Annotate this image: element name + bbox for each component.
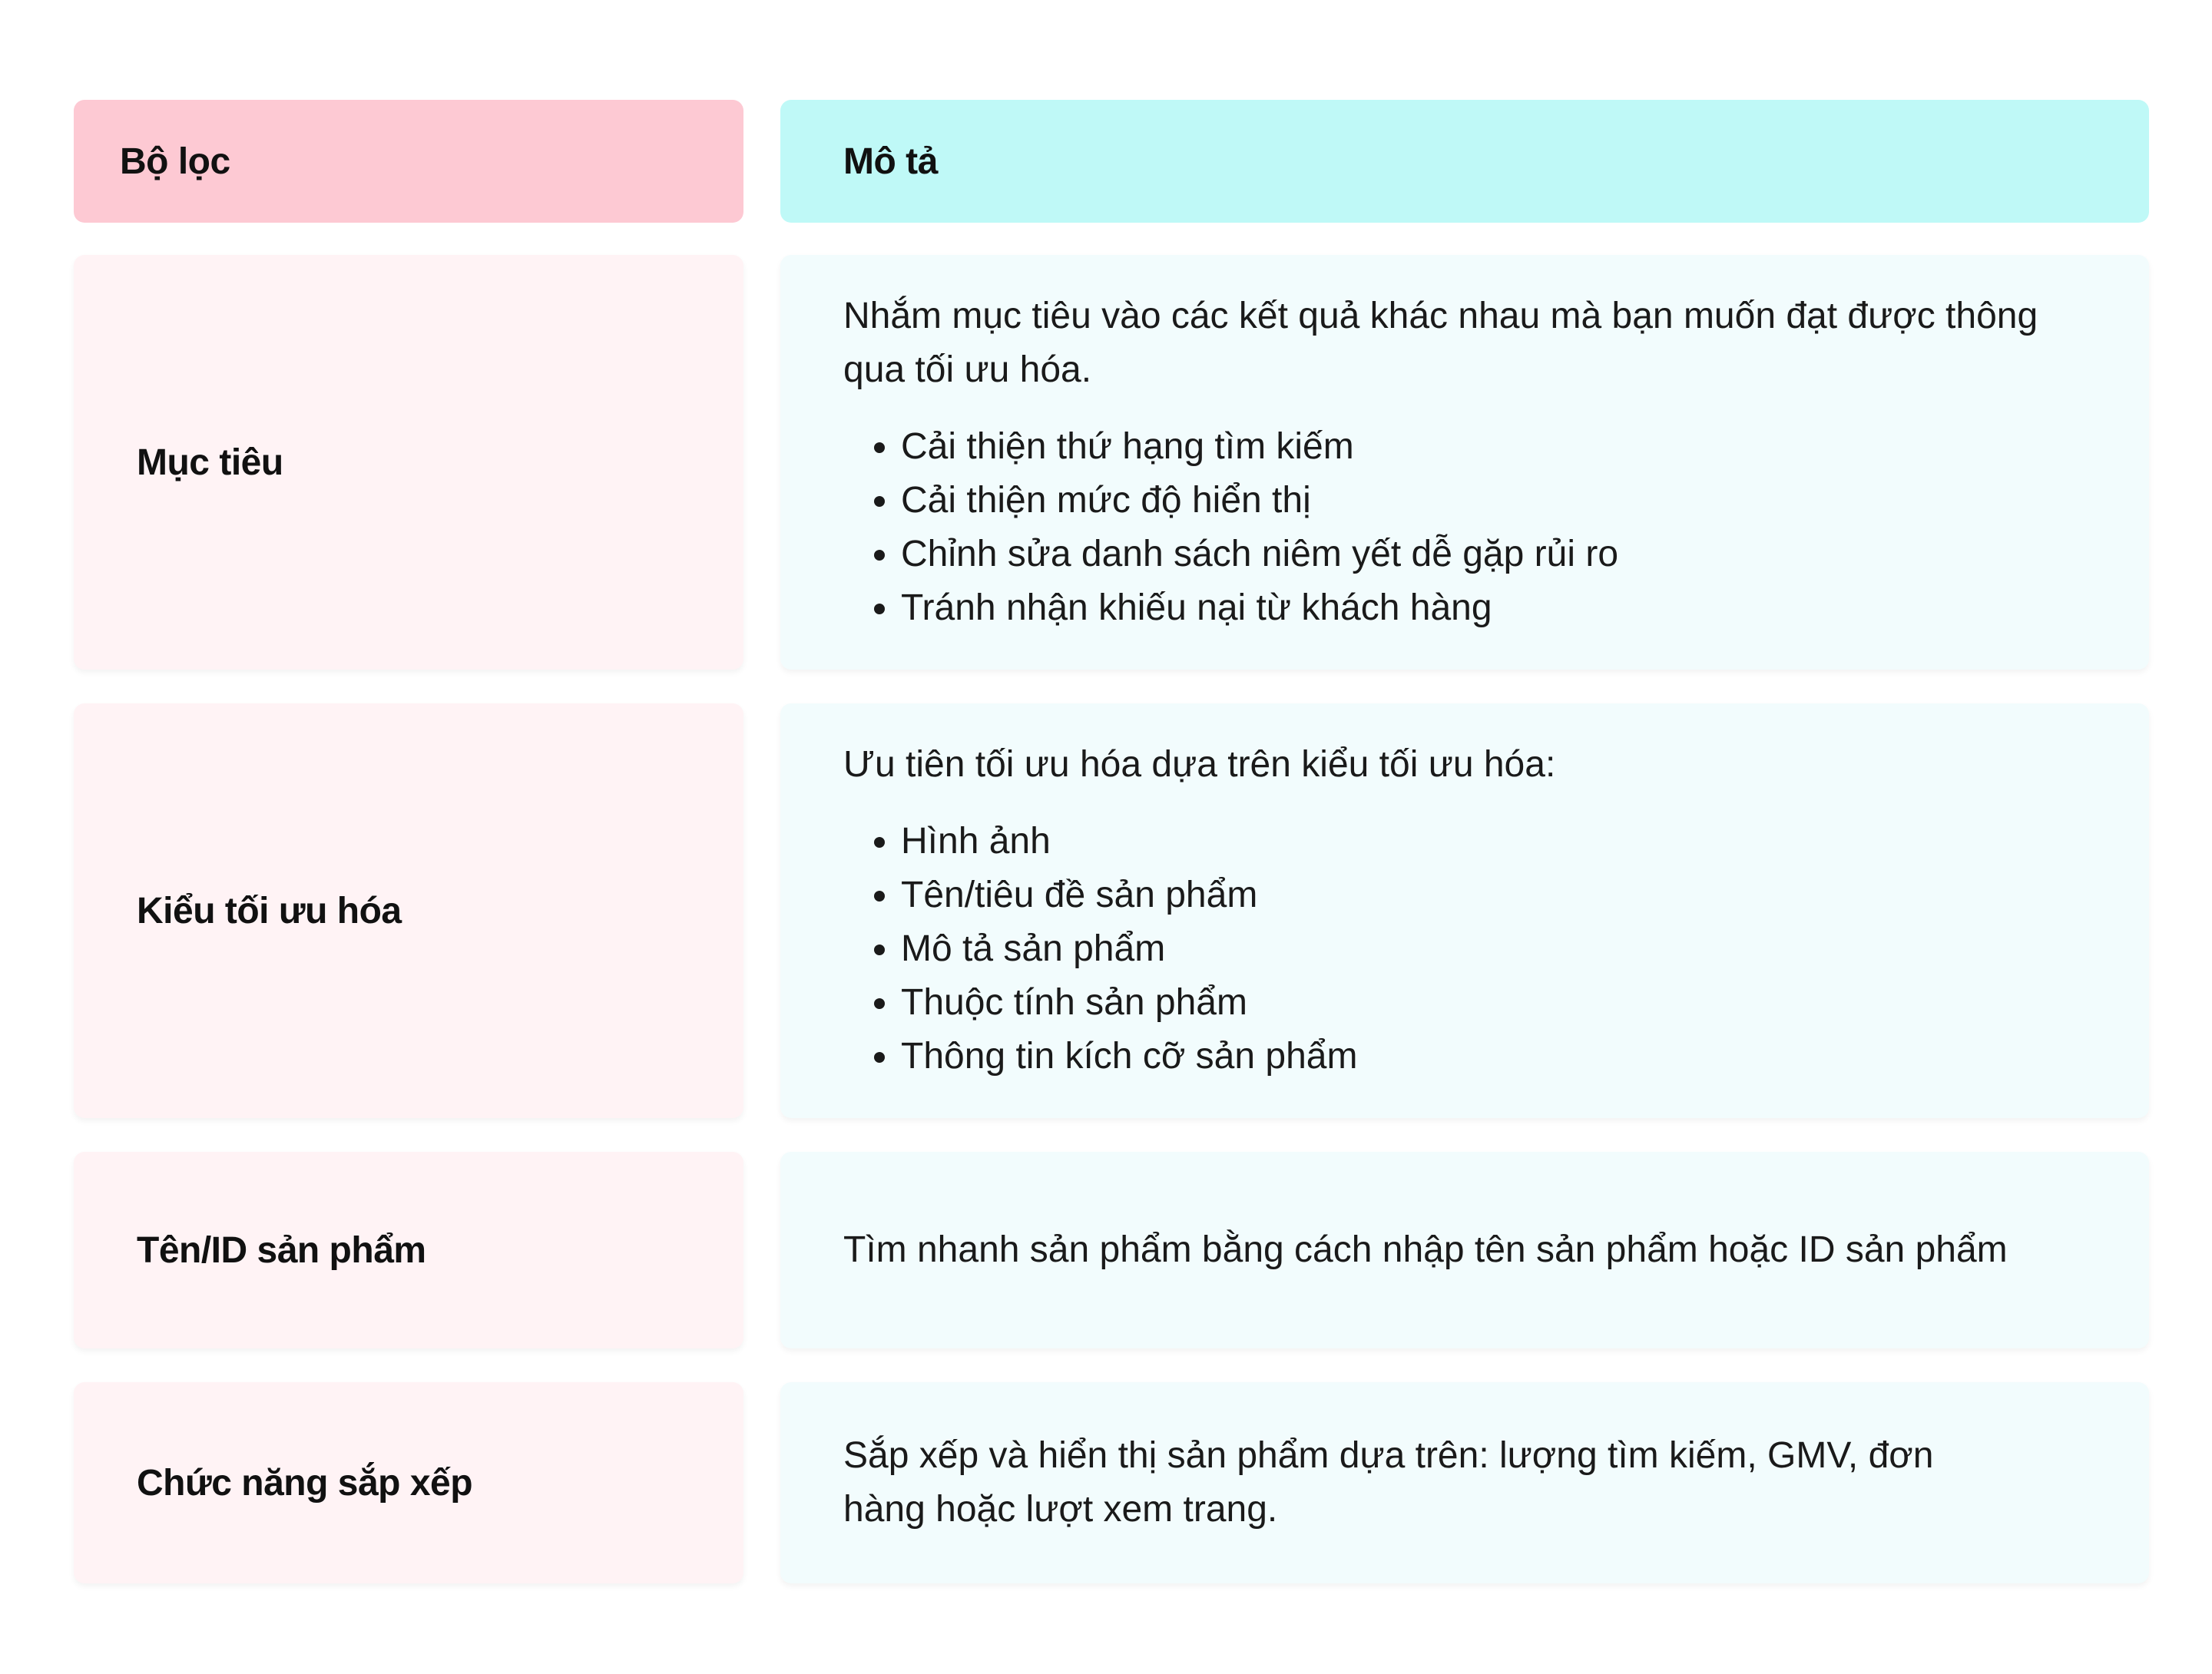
row-product-id-description-cell xyxy=(780,1152,2149,1348)
list-item: • Cải thiện mức độ hiển thị xyxy=(901,474,2072,528)
filter-label-product-id: Tên/ID sản phẩm xyxy=(137,1229,426,1271)
row-product-id-filter-cell xyxy=(74,1152,743,1348)
list-item: • Hình ảnh xyxy=(901,815,1555,868)
description-optimization-type: Ưu tiên tối ưu hóa dựa trên kiểu tối ưu hóa: xyxy=(843,744,1556,785)
header-filter-label: Bộ lọc xyxy=(120,141,230,182)
list-item: • Mô tả sản phẩm xyxy=(901,922,1555,976)
filter-label-optimization-type: Kiểu tối ưu hóa xyxy=(137,890,402,931)
header-description-label: Mô tả xyxy=(843,141,938,182)
list-item: • Cải thiện thứ hạng tìm kiếm xyxy=(901,420,2072,474)
header-filter-cell xyxy=(74,100,743,223)
filter-label-goal: Mục tiêu xyxy=(137,442,283,483)
row-sort-filter-cell xyxy=(74,1382,743,1583)
list-item: • Thuộc tính sản phẩm xyxy=(901,976,1555,1030)
goal-bullet-list xyxy=(843,420,2072,635)
row-sort-description-cell xyxy=(780,1382,2149,1583)
list-item: • Chỉnh sửa danh sách niêm yết dễ gặp rủi ro xyxy=(901,528,2072,581)
optimization-type-bullet-list xyxy=(843,815,1555,1083)
description-goal: Nhắm mục tiêu vào các kết quả khác nhau mà bạn muốn đạt được thông qua tối ưu hóa. xyxy=(843,296,2038,390)
list-item: • Tên/tiêu đề sản phẩm xyxy=(901,868,1555,922)
header-description-cell xyxy=(780,100,2149,223)
row-goal-description-cell xyxy=(780,255,2149,670)
row-optimization-type-description-cell xyxy=(780,703,2149,1118)
description-product-id: Tìm nhanh sản phẩm bằng cách nhập tên sản phẩm hoặc ID sản phẩm xyxy=(843,1229,2008,1270)
filter-label-sort: Chức năng sắp xếp xyxy=(137,1462,473,1504)
list-item: • Tránh nhận khiếu nại từ khách hàng xyxy=(901,581,2072,635)
row-optimization-type-filter-cell xyxy=(74,703,743,1118)
list-item: • Thông tin kích cỡ sản phẩm xyxy=(901,1030,1555,1083)
row-goal-filter-cell xyxy=(74,255,743,670)
description-sort: Sắp xếp và hiển thị sản phẩm dựa trên: lượng tìm kiếm, GMV, đơn hàng hoặc lượt xem trang. xyxy=(843,1435,1934,1530)
